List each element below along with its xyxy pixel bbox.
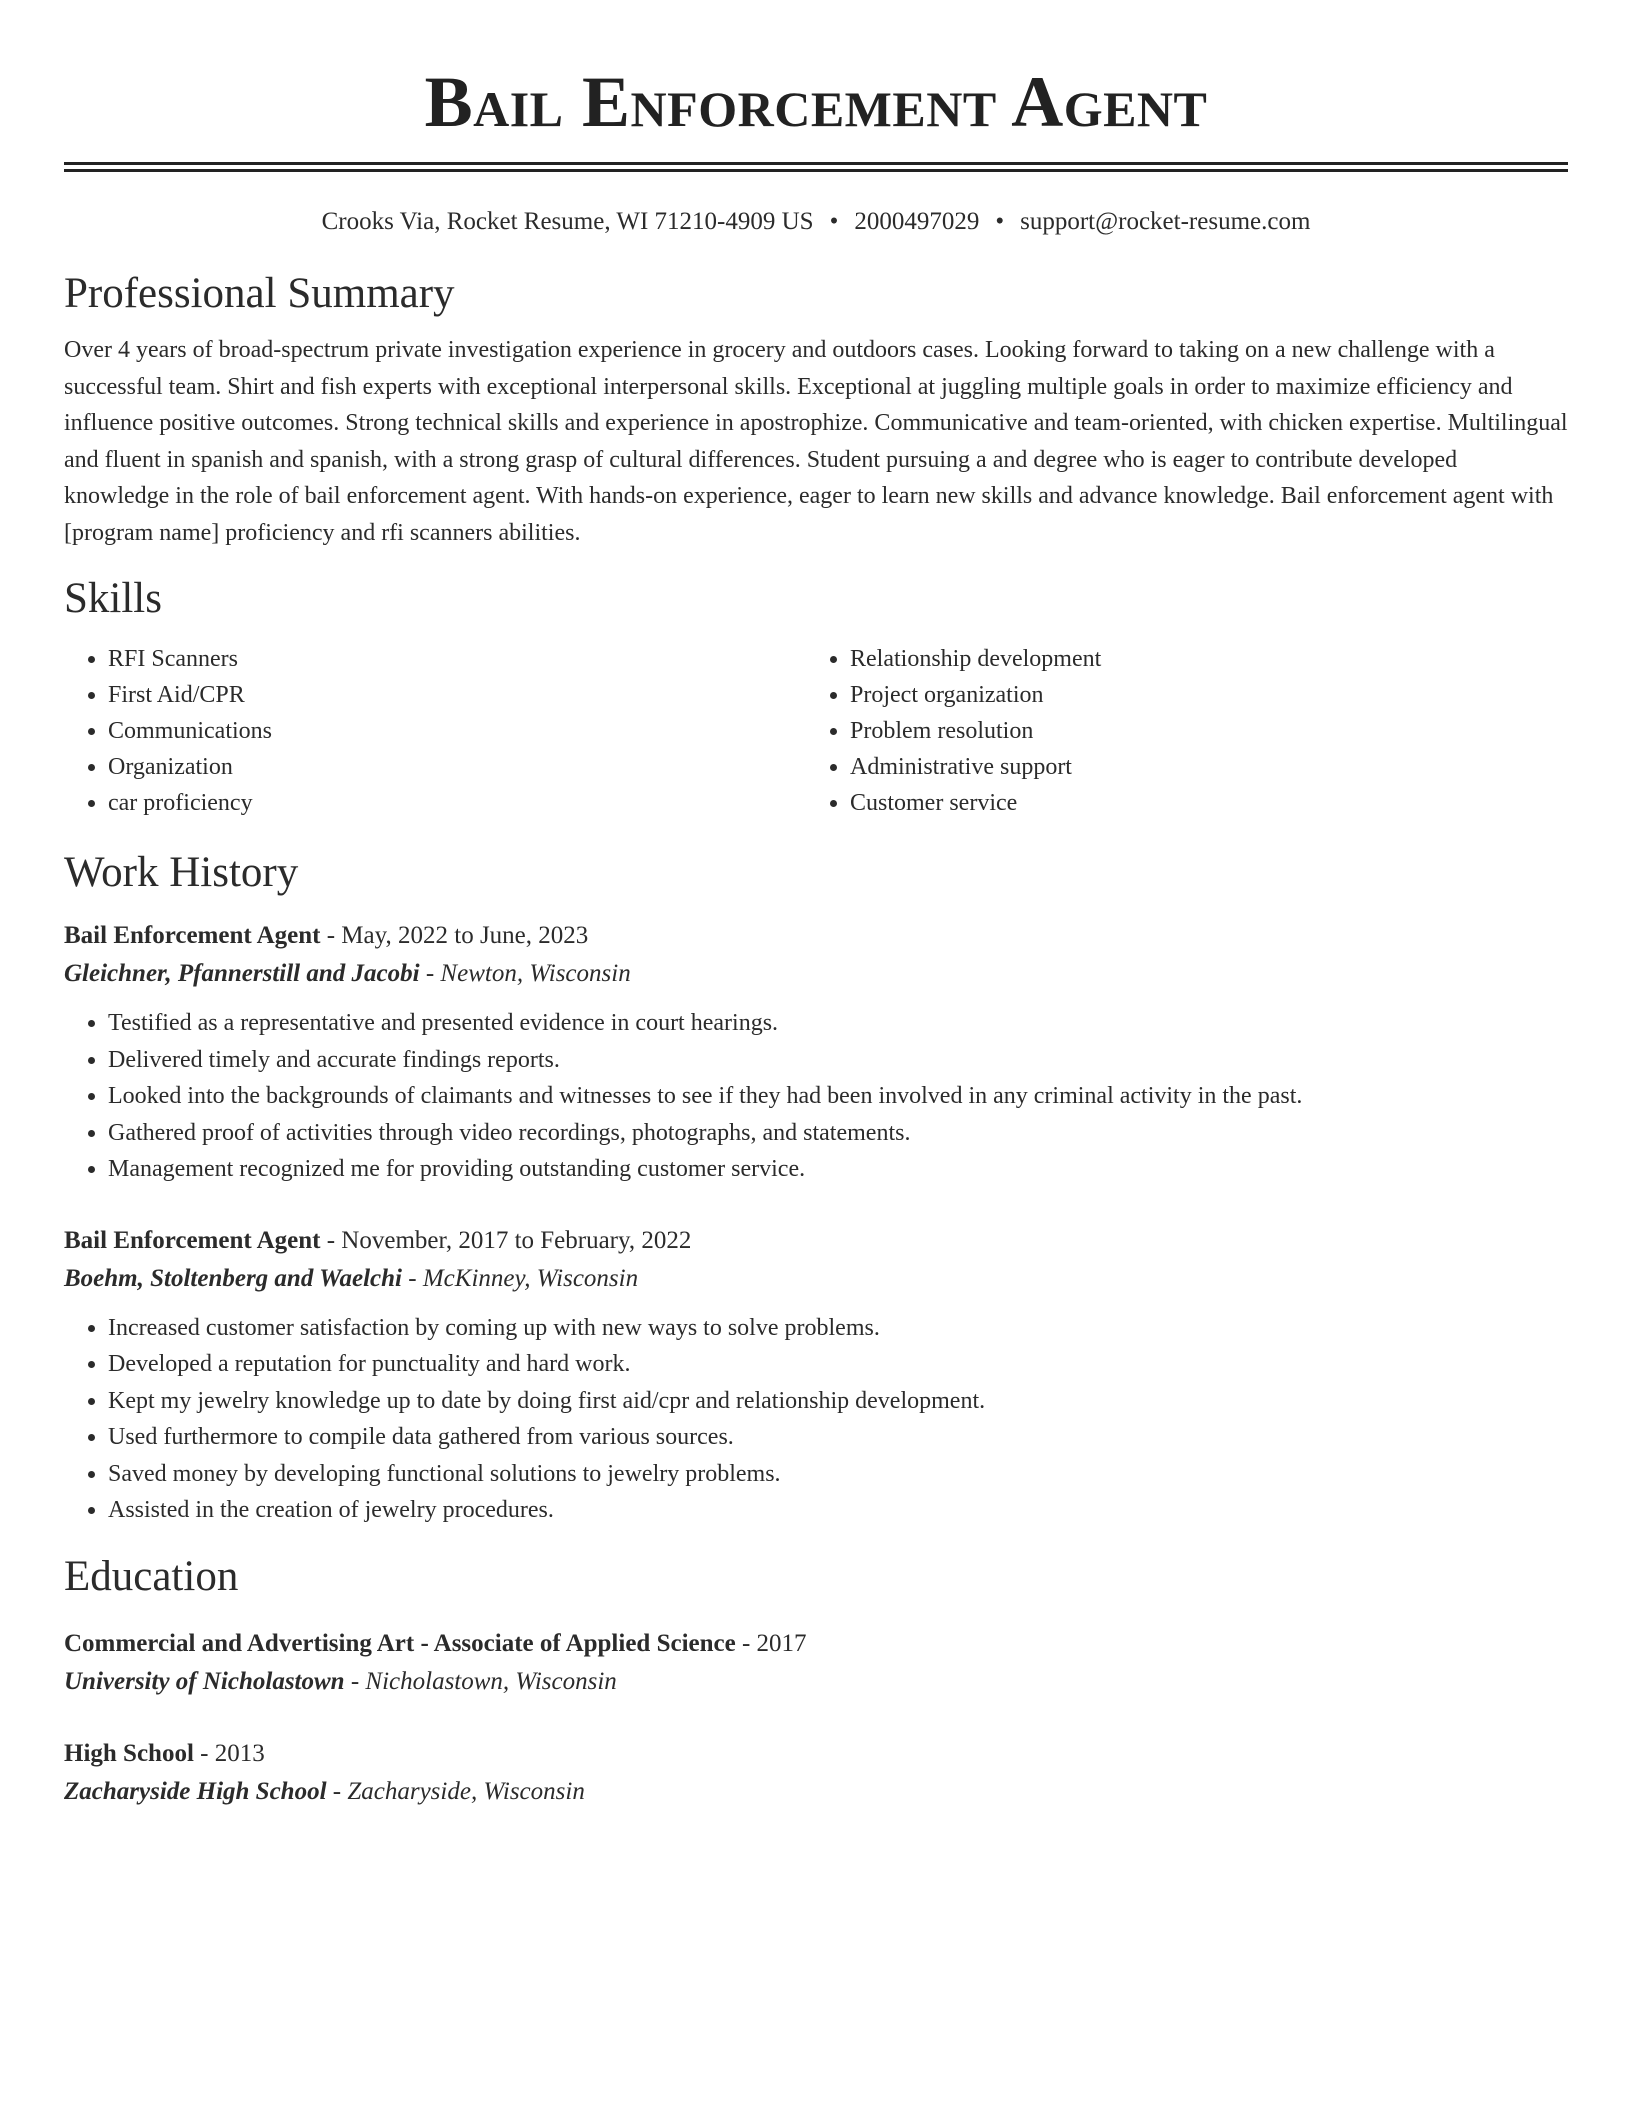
job-bullet: • Delivered timely and accurate findings reports. (108, 1042, 1568, 1079)
job-header: Bail Enforcement Agent - November, 2017 to February, 2022 (64, 1226, 692, 1254)
contact-separator: • (829, 208, 839, 235)
header-divider (64, 162, 1568, 172)
job-role: Bail Enforcement Agent (64, 922, 321, 949)
skills-column-left (64, 641, 806, 821)
skill-item: • RFI Scanners (108, 641, 806, 677)
skill-item: • Customer service (850, 785, 1548, 821)
education-location: Nicholastown, Wisconsin (365, 1667, 617, 1695)
summary-heading: Professional Summary (64, 270, 455, 317)
education-location: Zacharyside, Wisconsin (347, 1777, 585, 1805)
education-institution: University of Nicholastown - Nicholastown, Wisconsin (64, 1667, 617, 1695)
job-bullet: • Assisted in the creation of jewelry procedures. (108, 1492, 1568, 1529)
job-company: Gleichner, Pfannerstill and Jacobi (64, 960, 420, 987)
summary-text: Over 4 years of broad-spectrum private investigation experience in grocery and outdoors cases. Looking forward to taking on a new challenge with a successful team. Shirt and fish experts with exceptional interpersonal skills. Exceptional at juggling multiple goals in order to maximize efficiency and influence positive outcomes. Strong technical skills and experience in apostrophize. Communicative and team-oriented, with chicken expertise. Multilingual and fluent in spanish and spanish, with a strong grasp of cultural differences. Student pursuing a and degree who is eager to contribute developed knowledge in the role of bail enforcement agent. With hands-on experience, eager to learn new skills and advance knowledge. Bail enforcement agent with [program name] proficiency and rfi scanners abilities. (64, 337, 1568, 546)
education-header: High School - 2013 (64, 1739, 265, 1767)
education-entry (64, 1625, 1568, 1701)
job-bullet: • Increased customer satisfaction by coming up with new ways to solve problems. (108, 1310, 1568, 1347)
job-role: Bail Enforcement Agent (64, 1226, 321, 1254)
job-location: Newton, Wisconsin (440, 960, 631, 987)
job-dates: May, 2022 to June, 2023 (341, 922, 589, 949)
job-bullets (64, 1005, 1568, 1188)
job-bullet: • Management recognized me for providing outstanding customer service. (108, 1151, 1568, 1188)
contact-line (64, 206, 1568, 238)
resume-name: Bail Enforcement Agent (424, 62, 1208, 142)
skill-item: • First Aid/CPR (108, 677, 806, 713)
education-year: 2017 (756, 1629, 807, 1657)
skills-column-right (806, 641, 1548, 821)
education-school: University of Nicholastown (64, 1667, 345, 1695)
skill-item: • Problem resolution (850, 713, 1548, 749)
job-dates: November, 2017 to February, 2022 (341, 1226, 692, 1254)
education-heading: Education (64, 1552, 239, 1600)
skill-item: • Organization (108, 749, 806, 785)
skill-item: • car proficiency (108, 785, 806, 821)
education-institution: Zacharyside High School - Zacharyside, Wisconsin (64, 1777, 585, 1805)
skills-heading: Skills (64, 575, 162, 622)
job-bullet: • Kept my jewelry knowledge up to date by doing first aid/cpr and relationship development. (108, 1383, 1568, 1420)
contact-separator: • (995, 208, 1005, 235)
work-history-heading: Work History (64, 849, 299, 896)
job-location: McKinney, Wisconsin (422, 1264, 639, 1292)
skills-list (64, 641, 1568, 821)
education-entry (64, 1735, 1568, 1811)
job-header: Bail Enforcement Agent - May, 2022 to June, 2023 (64, 922, 589, 949)
skill-item: • Communications (108, 713, 806, 749)
skill-item: • Administrative support (850, 749, 1548, 785)
job-employer: Boehm, Stoltenberg and Waelchi - McKinney, Wisconsin (64, 1264, 639, 1292)
contact-phone: 2000497029 (854, 208, 980, 235)
education-year: 2013 (214, 1739, 265, 1767)
job-bullet: • Looked into the backgrounds of claimants and witnesses to see if they had been involved in any criminal activity in the past. (108, 1078, 1568, 1115)
job-bullet: • Used furthermore to compile data gathered from various sources. (108, 1419, 1568, 1456)
skill-item: • Project organization (850, 677, 1548, 713)
job-bullet: • Developed a reputation for punctuality and hard work. (108, 1346, 1568, 1383)
job-entry (64, 1222, 1568, 1529)
job-bullet: • Saved money by developing functional solutions to jewelry problems. (108, 1456, 1568, 1493)
job-bullet: • Testified as a representative and presented evidence in court hearings. (108, 1005, 1568, 1042)
job-entry (64, 917, 1568, 1188)
education-degree: Commercial and Advertising Art - Associate of Applied Science (64, 1629, 736, 1657)
job-bullets (64, 1310, 1568, 1529)
education-school: Zacharyside High School (64, 1777, 327, 1805)
job-employer: Gleichner, Pfannerstill and Jacobi - Newton, Wisconsin (64, 960, 631, 987)
skill-item: • Relationship development (850, 641, 1548, 677)
education-degree: High School (64, 1739, 194, 1767)
contact-address: Crooks Via, Rocket Resume, WI 71210-4909 US (321, 208, 814, 235)
education-header: Commercial and Advertising Art - Associate of Applied Science - 2017 (64, 1629, 807, 1657)
contact-email: support@rocket-resume.com (1020, 208, 1311, 235)
job-bullet: • Gathered proof of activities through video recordings, photographs, and statements. (108, 1115, 1568, 1152)
job-company: Boehm, Stoltenberg and Waelchi (64, 1264, 403, 1292)
